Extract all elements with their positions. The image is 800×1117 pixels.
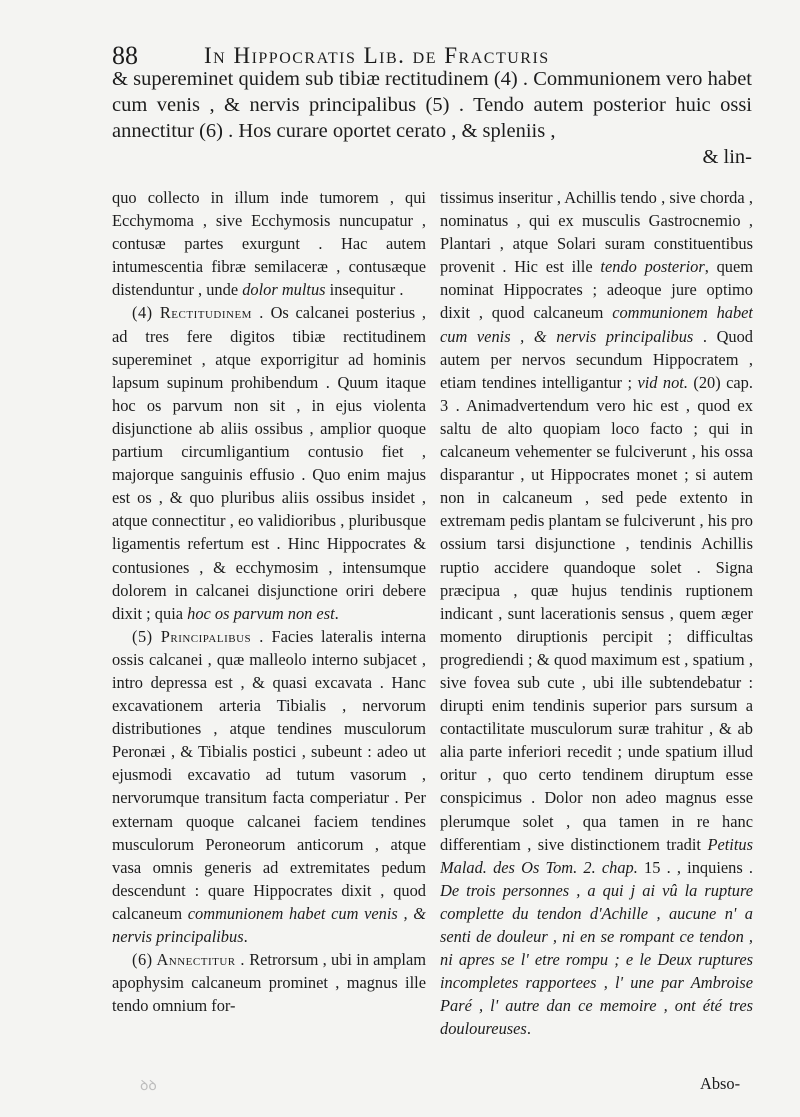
note-6-heading: (6) Annectitur . <box>132 950 245 970</box>
note-4-heading: (4) Rectitudinem . <box>132 303 264 323</box>
commentary-right-column <box>440 186 753 1066</box>
note-5-heading: (5) Principalibus . <box>132 626 264 646</box>
main-text-last-line: & lin- <box>702 146 752 168</box>
note-4-paragraph: (4) Rectitudinem . Os calcanei posterius , ad tres fere digitos tibiæ rectitudinem supereminet , atque exporrigitur ad hominis lapsum supinum prohibendum . Quum itaque hoc os parvum non sit , in ejus violenta disjunctione ab aliis ossibus , amplior quoque partium circumligantium contusio fiet , majorque sanguinis effusio . Quo enim majus est os , & quo pluribus aliis ossibus insidet , atque connectitur , eo validioribus , pluribusque ligamentis refertum est . Hinc Hippocrates & contusiones , & ecchymosim , intensumque dolorem in calcanei disjunctione oriri debere dixit ; quia hoc os parvum non est. <box>112 303 426 623</box>
commentary-paragraph: tissimus inseritur , Achillis tendo , sive chorda , nominatus , qui ex musculis Gastrocnemio , Plantari , atque Solari suram constituentibus provenit . Hic est ille tendo posterior, quem nominat Hippocrates ; adeoque jure optimo dixit , quod calcaneum communionem habet cum venis , & nervis principalibus . Quod autem per nervos secundum Hippocratem , etiam tendines intelligantur ; vid not. (20) cap. 3 . Animadvertendum vero hic est , quod ex saltu de alto quopiam loco facto ; qui in calcaneum vehementer se fulciverunt , his ossa disparantur , ut Hippocrates monet ; si autem non in calcaneum , sed pede extento in extremam pedis plantam se fulciverunt , his pro ossium tarsi disjunctione , tendinis Achillis ruptio accidere quandoque solet . Signa præcipua , quæ hujus tendinis ruptionem indicant , sunt lacerationis sensus , quem æger momento diruptionis percipit ; difficultas progrediendi ; & quod maximum est , spatium , sive fovea sub cute , ubi ille subtendebatur : dirupti enim tendinis superior pars sursum a contactilitate musculorum suræ trahitur , & ab alia parte inferiori recedit ; unde spatium illud oritur , quo certo tendinem diruptum esse conspicimus . Dolor non adeo magnus esse plerumque solet , qua tamen in re hanc differentiam , sive distinctionem tradit Petitus Malad. des Os Tom. 2. chap. 15 . , inquiens . De trois personnes , a qui j ai vû la rupture complette du tendon d'Achille , aucune n' a senti de douleur , ni en se rompant ce tendon , ni apres se l' etre rompu ; e le Deux ruptures incompletes rapportees , l' une par Ambroise Paré , l' autre dan ce memoire , ont été tres douloureuses. <box>440 188 753 1039</box>
main-text-body: & supereminet quidem sub tibiæ rectitudinem (4) . Communionem vero habet cum venis , & nervis principalibus (5) . Tendo autem posterior huic ossi annectitur (6) . Hos curare oportet cerato , & spleniis , <box>112 68 752 142</box>
page-number: 88 <box>112 41 138 70</box>
main-text <box>112 66 752 168</box>
running-title: In Hippocratis Lib. de Fracturis <box>204 43 550 68</box>
note-5-paragraph: (5) Principalibus . Facies lateralis interna ossis calcanei , quæ malleolo interno subjacet , intro depressa est , & quasi excavata . Hanc excavationem arteria Tibialis , nervorum distributiones , atque tendines musculorum Peronæi , & Tibialis postici , subeunt : adeo ut ejusmodi excavatio ad tutum vasorum , nervorumque transitum facta comperiatur . Per externam quoque calcanei faciem tendines musculorum Peroneorum anticorum , atque vasa omnis generis ad extremitates pedum descendunt : quare Hippocrates dixit , quod calcaneum communionem habet cum venis , & nervis principalibus. <box>112 626 426 946</box>
commentary-left-column <box>112 186 426 1066</box>
note-6-paragraph: (6) Annectitur . Retrorsum , ubi in amplam apophysim calcaneum prominet , magnus ille tendo omnium for- <box>112 950 426 1016</box>
ink-smudge: ꝺ​ꝺ <box>140 1079 157 1094</box>
catchword: Abso- <box>700 1074 741 1093</box>
commentary-paragraph: quo collecto in illum inde tumorem , qui Ecchymoma , sive Ecchymosis nuncupatur , contusæ partes exurgunt . Hac autem intumescentia fibræ semilaceræ , contusæque distenduntur , unde dolor multus insequitur . <box>112 188 426 300</box>
